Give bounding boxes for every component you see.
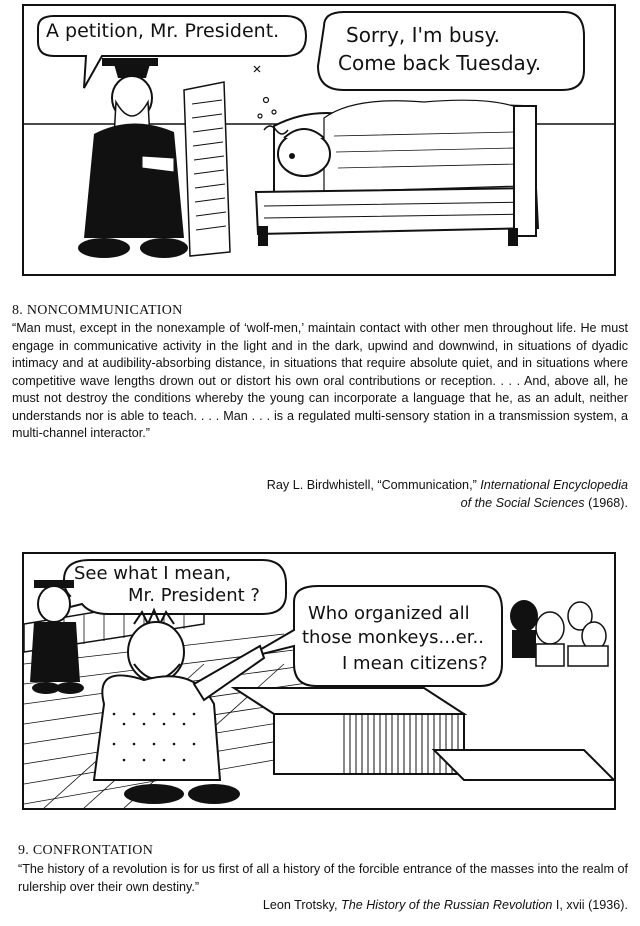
cartoon-panel-petition <box>22 4 616 276</box>
bed-with-president <box>256 100 538 246</box>
citation-work-line2: of the Social Sciences <box>460 495 585 510</box>
citation-year: (1968). <box>588 495 628 510</box>
quote-text: “Man must, except in the nonexample of ‘wolf-men,’ maintain contact with other men throughout life. He must engage in communicative activity in the light and in the dark, upwind and downwind, in situations of dyadic intimacy and at audibility-absorbing distance, in situations that require absolute quiet, and in situations where competitive wave lengths drown out or distort his own oral contributions or reception. . . . And, above all, he must not destroy the conditions whereby the young can incorporate a language that he, as an adult, neither understands nor is able to teach. . . . Man . . . is a regulated multi-sensory station in a transmission system, a multi-channel interactor.” <box>12 321 628 440</box>
crowd-figures <box>510 600 608 666</box>
quote-birdwhistell <box>12 320 628 443</box>
bubble-text-busy-line1: Sorry, I'm busy. <box>346 23 500 47</box>
citation-volume: I, xvii (1936). <box>555 898 628 912</box>
bubble-text-who-line3: I mean citizens? <box>342 653 488 674</box>
citation-author: Ray L. Birdwhistell, “Communication,” <box>266 478 477 492</box>
citation-birdwhistell <box>148 477 628 512</box>
petition-scroll <box>184 82 230 256</box>
citation-work: The History of the Russian Revolution <box>341 898 553 912</box>
petitioner-figure <box>78 58 188 258</box>
bubble-text-petition: A petition, Mr. President. <box>46 20 280 42</box>
citation-author: Leon Trotsky, <box>262 898 338 912</box>
section-heading-confrontation: 9. CONFRONTATION <box>18 843 154 858</box>
citation-trotsky <box>68 897 628 915</box>
cartoon-panel-confrontation <box>22 552 616 810</box>
steps <box>234 688 614 780</box>
bubble-text-see-line2: Mr. President ? <box>128 585 260 606</box>
quote-text: “The history of a revolution is for us first of all a history of the forcible entrance of the masses into the realm of rulership over their own destiny.” <box>18 862 628 894</box>
confrontation-illustration <box>24 554 614 808</box>
bubble-text-who-line1: Who organized all <box>308 603 470 624</box>
citation-work-line1: International Encyclopedia <box>480 478 628 492</box>
petition-illustration <box>24 6 614 274</box>
quote-trotsky <box>18 861 628 896</box>
section-heading-noncommunication: 8. NONCOMMUNICATION <box>12 303 183 318</box>
sparkle-marks <box>254 66 276 118</box>
bubble-text-see-line1: See what I mean, <box>74 563 232 584</box>
bubble-text-busy-line2: Come back Tuesday. <box>338 51 542 75</box>
bubble-text-who-line2: those monkeys...er.. <box>302 627 484 648</box>
